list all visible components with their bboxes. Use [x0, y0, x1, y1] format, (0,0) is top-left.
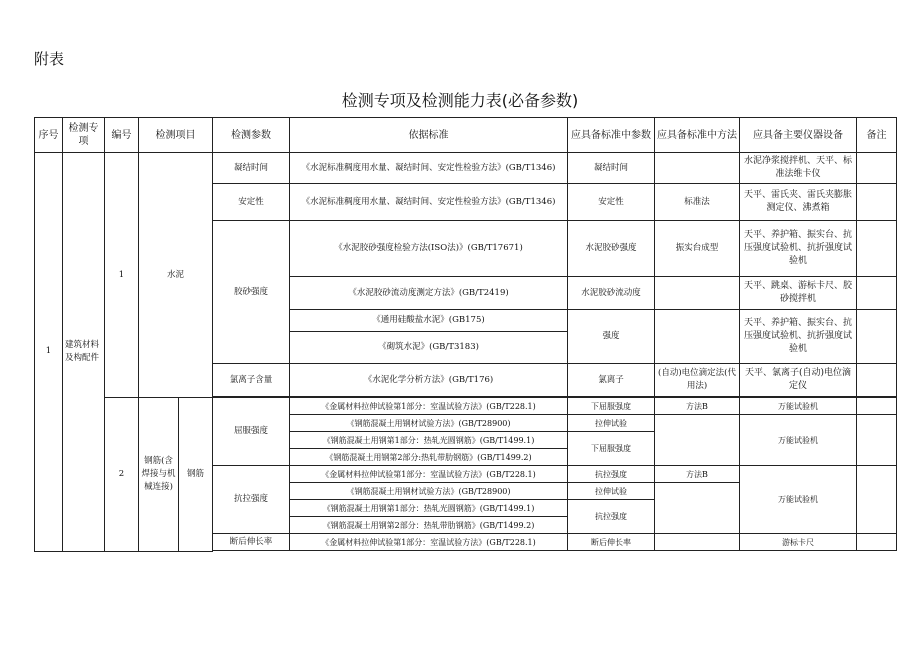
standard-cell: 《钢筋混凝土用钢材试验方法》(GB/T28900)	[290, 483, 568, 500]
equipment-cell: 万能试验机	[740, 415, 857, 466]
standard-cell: 《钢筋混凝土用钢第2部分:热轧带肋钢筋》(GB/T1499.2)	[290, 449, 568, 466]
seq-cell: 1	[35, 153, 63, 552]
item-cell: 水泥	[139, 153, 213, 398]
equipment-cell: 万能试验机	[740, 398, 857, 415]
item-cell: 钢筋(含焊接与机械连接)	[139, 398, 179, 552]
page-title: 检测专项及检测能力表(必备参数)	[341, 91, 579, 110]
param-cell: 胶砂强度	[213, 221, 290, 364]
remark-cell	[857, 398, 897, 415]
equipment-cell: 游标卡尺	[740, 534, 857, 551]
param-cell: 屈服强度	[213, 398, 290, 466]
std-param-cell: 下屈服强度	[568, 432, 655, 466]
param-cell: 凝结时间	[213, 153, 290, 184]
standard-cell: 《钢筋混凝土用钢第1部分：热轧光圆钢筋》(GB/T1499.1)	[290, 432, 568, 449]
equipment-cell: 天平、养护箱、振实台、抗压强度试验机、抗折强度试验机	[740, 310, 857, 364]
equipment-cell: 万能试验机	[740, 466, 857, 534]
equipment-cell: 天平、雷氏夹、雷氏夹膨胀测定仪、沸煮箱	[740, 184, 857, 221]
remark-cell	[857, 466, 897, 534]
std-param-cell: 水泥胶砂流动度	[568, 277, 655, 310]
std-param-cell: 氯离子	[568, 364, 655, 397]
annex-label: 附表	[34, 50, 65, 68]
category-cell: 建筑材料及构配件	[63, 153, 105, 552]
col-header: 依据标准	[290, 118, 568, 153]
method-cell	[655, 153, 740, 184]
standard-cell: 《金属材料拉伸试验第1部分：室温试验方法》(GB/T228.1)	[290, 398, 568, 415]
param-cell: 安定性	[213, 184, 290, 221]
std-param-cell: 拉伸试验	[568, 483, 655, 500]
remark-cell	[857, 184, 897, 221]
col-header: 检测项目	[139, 118, 213, 153]
remark-cell	[857, 221, 897, 277]
method-cell: 方法B	[655, 466, 740, 483]
equipment-cell: 天平、氯离子(自动)电位滴定仪	[740, 364, 857, 397]
col-header: 应具备标准中参数	[568, 118, 655, 153]
standard-cell: 《金属材料拉伸试验第1部分：室温试验方法》(GB/T228.1)	[290, 534, 568, 551]
equipment-cell: 水泥净浆搅拌机、天平、标准法维卡仪	[740, 153, 857, 184]
standard-cell: 《钢筋混凝土用钢材试验方法》(GB/T28900)	[290, 415, 568, 432]
col-header: 应具备主要仪器设备	[740, 118, 857, 153]
standard-cell: 《通用硅酸盐水泥》(GB175)	[290, 310, 568, 332]
col-header: 编号	[105, 118, 139, 153]
param-cell: 断后伸长率	[213, 534, 290, 551]
table-row	[35, 398, 897, 415]
standard-cell: 《钢筋混凝土用钢第1部分：热轧光圆钢筋》(GB/T1499.1)	[290, 500, 568, 517]
remark-cell	[857, 153, 897, 184]
remark-cell	[857, 310, 897, 364]
std-param-cell: 强度	[568, 310, 655, 364]
col-header: 备注	[857, 118, 897, 153]
std-param-cell: 抗拉强度	[568, 466, 655, 483]
standard-cell: 《水泥标准稠度用水量、凝结时间、安定性检验方法》(GB/T1346)	[290, 153, 568, 184]
method-cell	[655, 277, 740, 310]
std-param-cell: 安定性	[568, 184, 655, 221]
method-cell	[655, 483, 740, 534]
method-cell: 标准法	[655, 184, 740, 221]
std-param-cell: 下屈服强度	[568, 398, 655, 415]
standard-cell: 《水泥标准稠度用水量、凝结时间、安定性检验方法》(GB/T1346)	[290, 184, 568, 221]
capability-table	[34, 117, 897, 552]
item-no-cell: 1	[105, 153, 139, 398]
standard-cell: 《水泥胶砂流动度测定方法》(GB/T2419)	[290, 277, 568, 310]
header-row	[35, 118, 897, 153]
remark-cell	[857, 534, 897, 551]
method-cell: 方法B	[655, 398, 740, 415]
remark-cell	[857, 277, 897, 310]
param-cell: 氯离子含量	[213, 364, 290, 397]
equipment-cell: 天平、跳桌、游标卡尺、胶砂搅拌机	[740, 277, 857, 310]
standard-cell: 《钢筋混凝土用钢第2部分：热轧带肋钢筋》(GB/T1499.2)	[290, 517, 568, 534]
standard-cell: 《砌筑水泥》(GB/T3183)	[290, 332, 568, 364]
method-cell	[655, 415, 740, 466]
method-cell: (自动)电位滴定法(代用法)	[655, 364, 740, 397]
remark-cell	[857, 364, 897, 397]
std-param-cell: 抗拉强度	[568, 500, 655, 534]
table-row	[35, 153, 897, 184]
col-header: 检测参数	[213, 118, 290, 153]
col-header: 应具备标准中方法	[655, 118, 740, 153]
standard-cell: 《水泥胶砂强度检验方法(ISO法)》(GB/T17671)	[290, 221, 568, 277]
equipment-cell: 天平、养护箱、振实台、抗压强度试验机、抗折强度试验机	[740, 221, 857, 277]
std-param-cell: 凝结时间	[568, 153, 655, 184]
method-cell	[655, 534, 740, 551]
method-cell: 振实台成型	[655, 221, 740, 277]
col-header: 序号	[35, 118, 63, 153]
std-param-cell: 断后伸长率	[568, 534, 655, 551]
sub-item-cell: 钢筋	[179, 398, 213, 552]
std-param-cell: 水泥胶砂强度	[568, 221, 655, 277]
standard-cell: 《金属材料拉伸试验第1部分：室温试验方法》(GB/T228.1)	[290, 466, 568, 483]
item-no-cell: 2	[105, 398, 139, 552]
col-header: 检测专项	[63, 118, 105, 153]
param-cell: 抗拉强度	[213, 466, 290, 534]
remark-cell	[857, 415, 897, 466]
std-param-cell: 拉伸试验	[568, 415, 655, 432]
standard-cell: 《水泥化学分析方法》(GB/T176)	[290, 364, 568, 397]
method-cell	[655, 310, 740, 364]
